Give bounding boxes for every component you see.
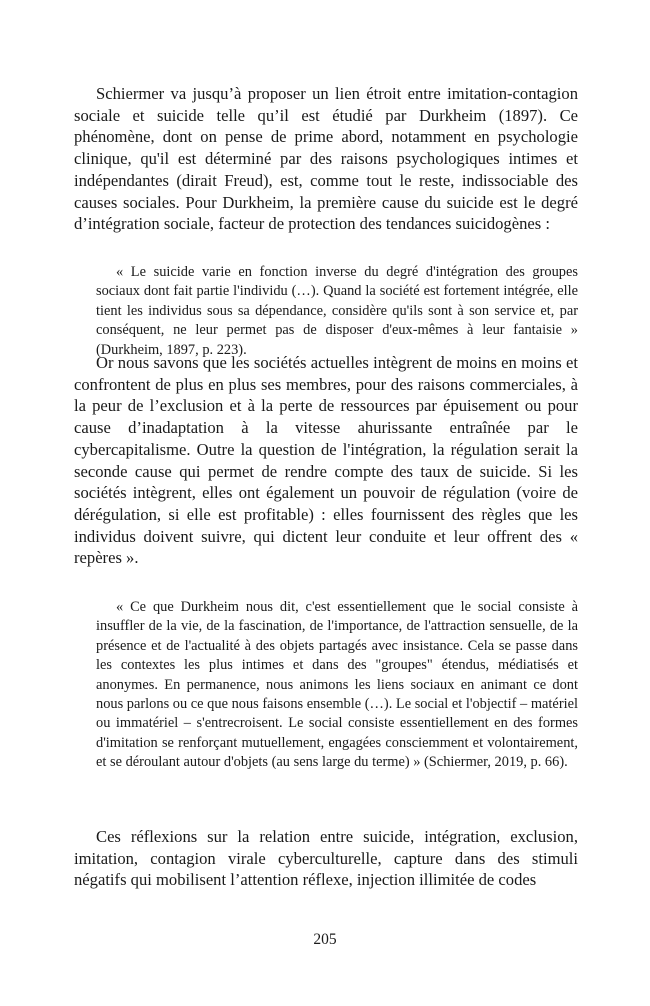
page-number: 205 — [313, 931, 337, 948]
block-quote-schiermer: « Ce que Durkheim nous dit, c'est essentiellement que le social consiste à insuffler de la vie, de la fascination, de l'importance, de l'attraction sensuelle, de la présence et de l'actualité à des objets partagés avec insistance. Cela se passe dans les contextes les plus intimes et dans des "groupes" étendus, médiatisés et anonymes. En permanence, nous animons les liens sociaux en animant ce dont nous parlons ou ce que nous faisons ensemble (…). Le social et l'objectif – matériel ou immatériel – s'entrecroisent. Le social consiste essentiellement en des formes d'imitation se renforçant mutuellement, engagées consciemment et volontairement, et se déroulant autour d'objets (au sens large du terme) » (Schiermer, 2019, p. 66). — [96, 599, 578, 771]
body-paragraph-1: Schiermer va jusqu’à proposer un lien étroit entre imitation-contagion sociale et suicide telle qu’il est étudié par Durkheim (1897). Ce phénomène, dont on pense de prime abord, notamment en psychologie clinique, qu'il est déterminé par des raisons psychologiques intimes et indépendantes (dirait Freud), est, comme tout le reste, indissociable des causes sociales. Pour Durkheim, la première cause du suicide est le degré d’intégration sociale, facteur de protection des tendances suicidogènes : — [74, 84, 578, 234]
body-paragraph-2: Or nous savons que les sociétés actuelles intègrent de moins en moins et confrontent de plus en plus ses membres, pour des raisons commerciales, à la peur de l’exclusion et à la perte de ressources par épuisement ou pour cause d’inadaptation à la vitesse ahurissante entraînée par le cybercapitalisme. Outre la question de l'intégration, la régulation serait la seconde cause qui permet de rendre compte des taux de suicide. Si les sociétés intègrent, elles ont également un pouvoir de régulation (voire de dérégulation, si elle est profitable) : elles fournissent des règles que les individus doivent suivre, qui dictent leur conduite et leur offrent des « repères ». — [74, 353, 578, 568]
block-quote-durkheim: « Le suicide varie en fonction inverse du degré d'intégration des groupes sociaux dont fait partie l'individu (…). Quand la société est fortement intégrée, elle tient les individus sous sa dépendance, considère qu'ils sont à son service et, par conséquent, ne leur permet pas de disposer d'eux-mêmes à leur fantaisie » (Durkheim, 1897, p. 223). — [96, 264, 578, 358]
body-paragraph-3: Ces réflexions sur la relation entre suicide, intégration, exclusion, imitation, contagion virale cyberculturelle, capture dans des stimuli négatifs qui mobilisent l’attention réflexe, injection illimitée de codes — [74, 827, 578, 890]
